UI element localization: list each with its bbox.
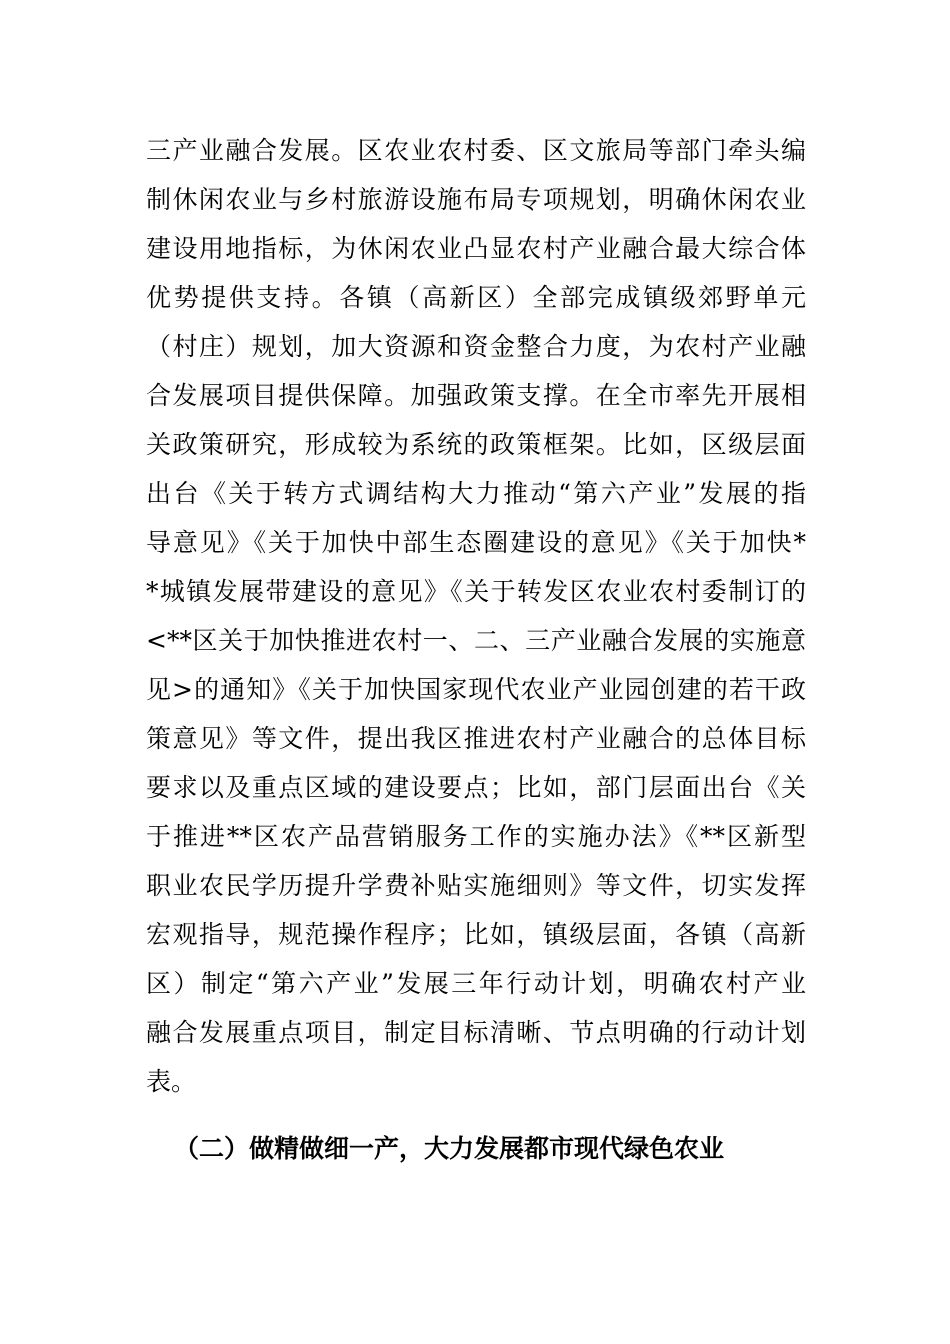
paragraph-line: 融合发展重点项目，制定目标清晰、节点明确的行动计划: [146, 1018, 806, 1047]
paragraph-line: 于推进**区农产品营销服务工作的实施办法》《**区新型: [146, 822, 806, 851]
paragraph-last-line: 表。: [146, 1067, 197, 1096]
paragraph-line: 关政策研究，形成较为系统的政策框架。比如，区级层面: [146, 430, 806, 459]
paragraph-line: 三产业融合发展。区农业农村委、区文旅局等部门牵头编: [146, 136, 806, 165]
paragraph-line: 见>的通知》《关于加快国家现代农业产业园创建的若干政: [146, 675, 806, 704]
body-paragraph: [146, 126, 806, 1106]
paragraph-line: 区）制定“第六产业”发展三年行动计划，明确农村产业: [146, 969, 806, 998]
paragraph-line: 制休闲农业与乡村旅游设施布局专项规划，明确休闲农业: [146, 185, 806, 214]
paragraph-line: 合发展项目提供保障。加强政策支撑。在全市率先开展相: [146, 381, 806, 410]
paragraph-line: <**区关于加快推进农村一、二、三产业融合发展的实施意: [146, 626, 806, 655]
paragraph-line: （村庄）规划，加大资源和资金整合力度，为农村产业融: [146, 332, 806, 361]
paragraph-line: 出台《关于转方式调结构大力推动“第六产业”发展的指: [146, 479, 806, 508]
paragraph-line: 导意见》《关于加快中部生态圈建设的意见》《关于加快*: [146, 528, 806, 557]
paragraph-line: 策意见》等文件，提出我区推进农村产业融合的总体目标: [146, 724, 806, 753]
paragraph-line: *城镇发展带建设的意见》《关于转发区农业农村委制订的: [146, 577, 806, 606]
paragraph-line: 宏观指导，规范操作程序；比如，镇级层面，各镇（高新: [146, 920, 806, 949]
paragraph-line: 职业农民学历提升学费补贴实施细则》等文件，切实发挥: [146, 871, 806, 900]
section-heading: （二）做精做细一产，大力发展都市现代绿色农业: [174, 1134, 725, 1163]
paragraph-line: 建设用地指标，为休闲农业凸显农村产业融合最大综合体: [146, 234, 806, 263]
paragraph-line: 要求以及重点区域的建设要点；比如，部门层面出台《关: [146, 773, 806, 802]
paragraph-line: 优势提供支持。各镇（高新区）全部完成镇级郊野单元: [146, 283, 806, 312]
